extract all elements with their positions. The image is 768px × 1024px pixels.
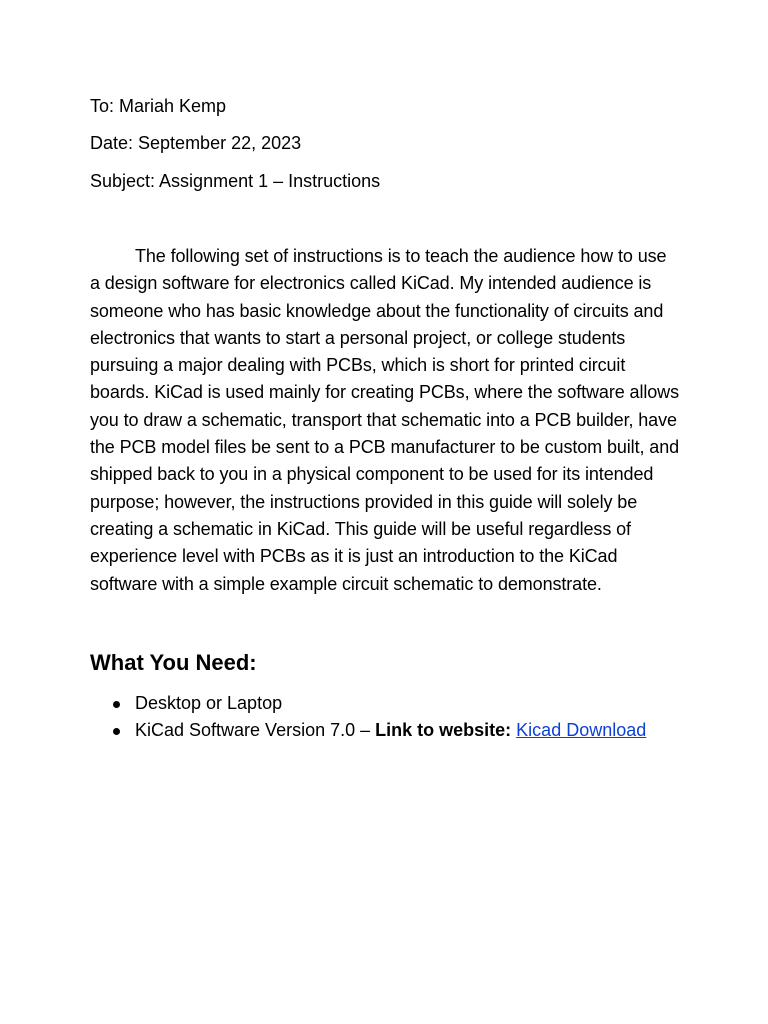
list-item — [90, 690, 680, 717]
list-item-text: Desktop or Laptop — [135, 692, 283, 713]
list-item-text: KiCad Software Version 7.0 – — [135, 719, 376, 740]
link-label: Link to website: — [375, 719, 512, 740]
memo-date-line: Date: September 22, 2023 — [90, 133, 302, 153]
needs-list — [90, 690, 680, 744]
list-item — [90, 717, 680, 744]
kicad-download-link[interactable]: Kicad Download — [516, 719, 647, 740]
document-content — [90, 94, 680, 744]
intro-paragraph: The following set of instructions is to teach the audience how to use a design software for electronics called KiCad. My intended audience is someone who has basic knowledge about the functionality of circuits and electronics that wants to start a personal project, or college students pursuing a major dealing with PCBs, which is short for printed circuit boards. KiCad is used mainly for creating PCBs, where the software allows you to draw a schematic, transport that schematic into a PCB builder, have the PCB model files be sent to a PCB manufacturer to be custom built, and shipped back to you in a physical component to be used for its intended purpose; however, the instructions provided in this guide will solely be creating a schematic in KiCad. This guide will be useful regardless of experience level with PCBs as it is just an introduction to the KiCad software with a simple example circuit schematic to demonstrate. — [90, 246, 680, 594]
bullet-icon — [113, 701, 120, 708]
bullet-icon — [113, 728, 120, 735]
memo-subject-line: Subject: Assignment 1 – Instructions — [90, 171, 381, 191]
memo-to-line: To: Mariah Kemp — [90, 96, 227, 116]
what-you-need-heading: What You Need: — [90, 649, 257, 675]
